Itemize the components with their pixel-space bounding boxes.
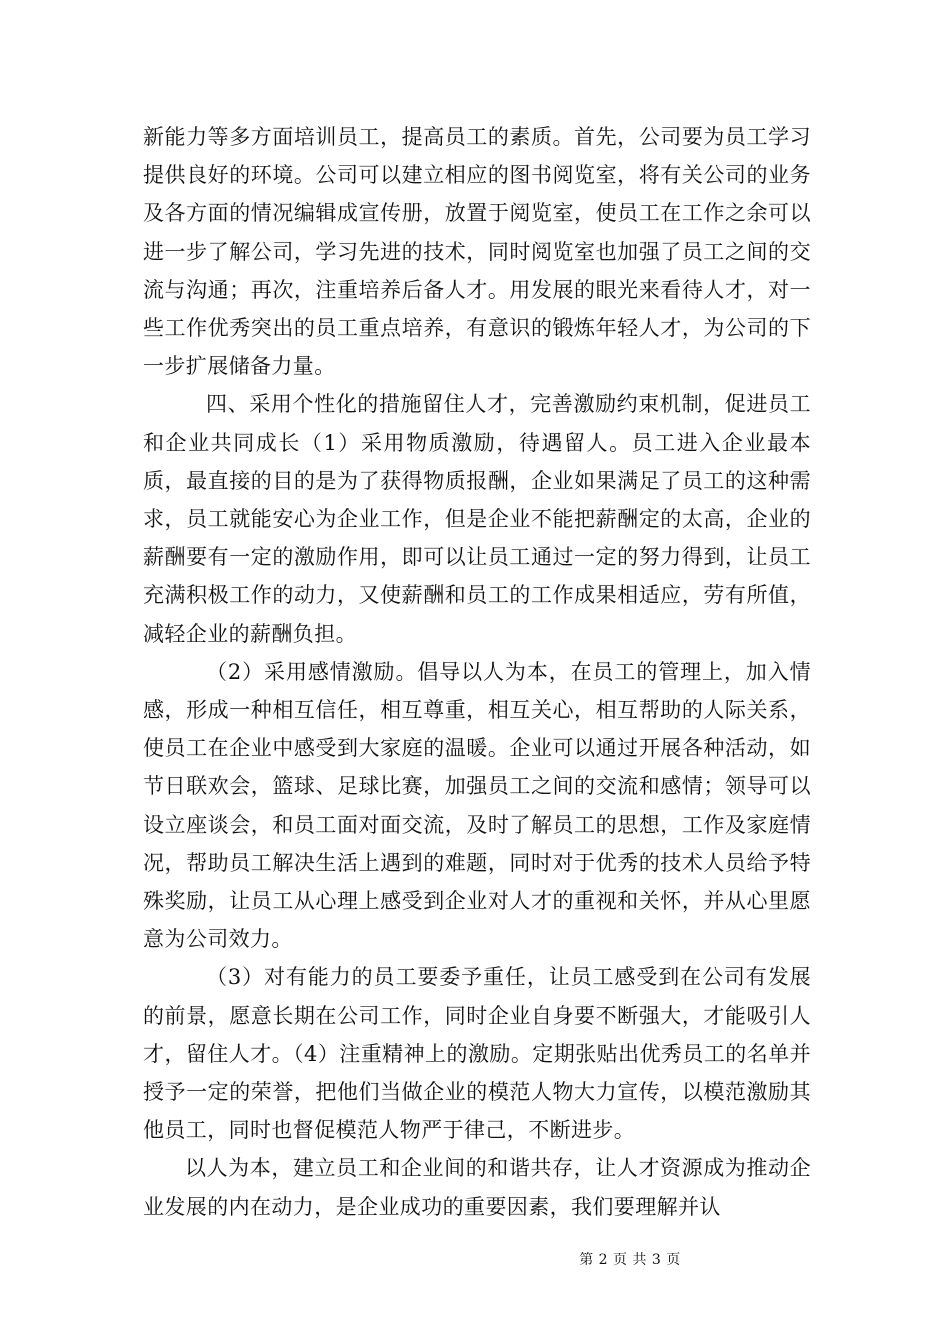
paragraph-retention-measures: 四、采用个性化的措施留住人才，完善激励约束机制，促进员工和企业共同成长（1）采用物质激励，待遇留人。员工进入企业最本质，最直接的目的是为了获得物质报酬，企业如果满足了员工的这种需求，员工就能安心为企业工作，但是企业不能把薪酬定的太高，企业的薪酬要有一定的激励作用，即可以让员工通过一定的努力得到，让员工充满积极工作的动力，又使薪酬和员工的工作成果相适应，劳有所值，减轻企业的薪酬负担。 xyxy=(143,392,811,646)
paragraph-emotional-incentive: （2）采用感情激励。倡导以人为本，在员工的管理上，加入情感，形成一种相互信任，相互尊重，相互关心，相互帮助的人际关系，使员工在企业中感受到大家庭的温暖。企业可以通过开展各种活动，如节日联欢会，篮球、足球比赛，加强员工之间的交流和感情；领导可以设立座谈会，和员工面对面交流，及时了解员工的思想，工作及家庭情况，帮助员工解决生活上遇到的难题，同时对于优秀的技术人员给予特殊奖励，让员工从心理上感受到企业对人才的重视和关怀，并从心里愿意为公司效力。 xyxy=(143,659,811,952)
paragraph-training: 新能力等多方面培训员工，提高员工的素质。首先，公司要为员工学习提供良好的环境。公司可以建立相应的图书阅览室，将有关公司的业务及各方面的情况编辑成宣传册，放置于阅览室，使员工在工作之余可以进一步了解公司，学习先进的技术，同时阅览室也加强了员工之间的交流与沟通；再次，注重培养后备人才。用发展的眼光来看待人才，对一些工作优秀突出的员工重点培养，有意识的锻炼年轻人才，为公司的下一步扩展储备力量。 xyxy=(143,125,811,379)
document-body xyxy=(143,118,811,1226)
paragraph-conclusion: 以人为本，建立员工和企业间的和谐共存，让人才资源成为推动企业发展的内在动力，是企业成功的重要因素，我们要理解并认 xyxy=(143,1156,811,1219)
page-number-footer: 第 2 页 共 3 页 xyxy=(579,1252,681,1268)
paragraph-responsibility-incentive: （3）对有能力的员工要委予重任，让员工感受到在公司有发展的前景，愿意长期在公司工作，同时企业自身要不断强大，才能吸引人才，留住人才。（4）注重精神上的激励。定期张贴出优秀员工的名单并授予一定的荣誉，把他们当做企业的模范人物大力宣传，以模范激励其他员工，同时也督促模范人物严于律己，不断进步。 xyxy=(143,965,811,1143)
